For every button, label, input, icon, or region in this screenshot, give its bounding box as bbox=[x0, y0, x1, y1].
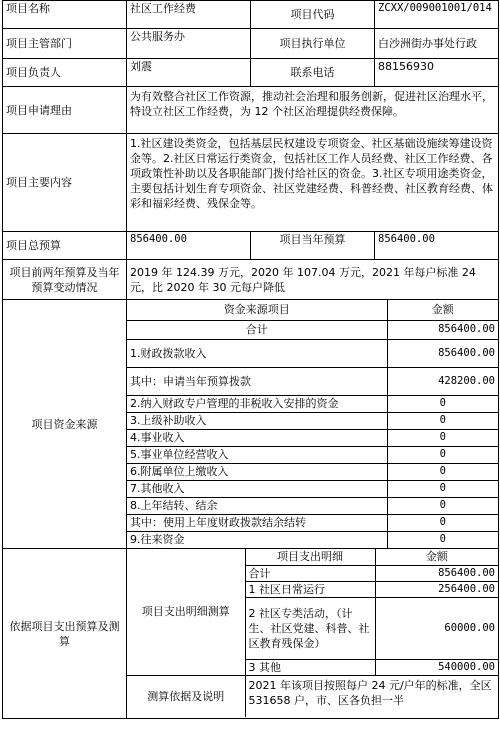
expense-row-amount: 540000.00 bbox=[375, 659, 498, 675]
dept-label: 项目主管部门 bbox=[3, 29, 127, 59]
exec-value: 白沙洲街办事处行政 bbox=[375, 29, 499, 59]
content-value: 1.社区建设类资金，包括基层民权建设专项资金、社区基础设施续筹建设资金等。2.社区日常运行类资金，包括社区工作人员经费、社区工作经费、各项政策性补助以及各职能部门拨付给社区的资金。3.社区专项用途类资金，主要包括计划生育专项资金、社区党建经费、科普经费、社区教育经费、体彩和福彩经费、残保金等。 bbox=[127, 134, 499, 232]
funds-row-amount: 0 bbox=[387, 480, 498, 497]
code-value: ZCXX/009001001/014 bbox=[375, 1, 499, 29]
expense-table bbox=[127, 549, 498, 717]
funds-row-name: 3.上级补助收入 bbox=[127, 412, 387, 429]
funds-row-name: 1.财政拨款收入 bbox=[127, 339, 387, 367]
expense-label: 依据项目支出预算及测算 bbox=[3, 549, 127, 719]
expense-col-amount: 金额 bbox=[375, 549, 498, 565]
dept-value: 公共服务办 bbox=[127, 29, 251, 59]
funds-row-amount: 856400.00 bbox=[387, 320, 498, 339]
code-label: 项目代码 bbox=[251, 1, 375, 29]
funds-row-amount: 428200.00 bbox=[387, 367, 498, 395]
funds-row-name: 6.附属单位上缴收入 bbox=[127, 463, 387, 480]
expense-row-amount: 256400.00 bbox=[375, 581, 498, 597]
funds-row-name: 4.事业收入 bbox=[127, 429, 387, 446]
total-budget-value: 856400.00 bbox=[127, 232, 251, 260]
funds-row-amount: 0 bbox=[387, 395, 498, 412]
total-budget-label: 项目总预算 bbox=[3, 232, 127, 260]
basis-label: 测算依据及说明 bbox=[127, 675, 245, 717]
prev-budget-value: 2019 年 124.39 万元，2020 年 107.04 万元，2021 年每户标准 24 元，比 2020 年 30 元每户降低 bbox=[127, 260, 499, 300]
funds-row-name: 合计 bbox=[127, 320, 387, 339]
content-label: 项目主要内容 bbox=[3, 134, 127, 232]
funds-row-amount: 0 bbox=[387, 412, 498, 429]
funds-col-source: 资金来源项目 bbox=[127, 300, 387, 320]
name-label: 项目名称 bbox=[3, 1, 127, 29]
funds-row-amount: 0 bbox=[387, 463, 498, 480]
funds-row-amount: 0 bbox=[387, 497, 498, 514]
funds-row-name: 2.纳入财政专户管理的非税收入安排的资金 bbox=[127, 395, 387, 412]
expense-row-amount: 60000.00 bbox=[375, 597, 498, 659]
funds-col-amount: 金额 bbox=[387, 300, 498, 320]
funds-row-name: 5.事业单位经营收入 bbox=[127, 446, 387, 463]
funds-label: 项目资金来源 bbox=[3, 300, 127, 549]
year-budget-value: 856400.00 bbox=[375, 232, 499, 260]
funds-row-amount: 0 bbox=[387, 514, 498, 531]
expense-row-name: 合计 bbox=[245, 565, 375, 581]
owner-label: 项目负责人 bbox=[3, 59, 127, 87]
funds-row-name: 8.上年结转、结余 bbox=[127, 497, 387, 514]
funds-row-amount: 0 bbox=[387, 446, 498, 463]
funds-row-name: 7.其他收入 bbox=[127, 480, 387, 497]
expense-col-detail: 项目支出明细 bbox=[245, 549, 375, 565]
expense-detail-label: 项目支出明细测算 bbox=[127, 549, 245, 675]
funds-table bbox=[127, 300, 498, 548]
name-value: 社区工作经费 bbox=[127, 1, 251, 29]
expense-row-amount: 856400.00 bbox=[375, 565, 498, 581]
exec-label: 项目执行单位 bbox=[251, 29, 375, 59]
funds-row-amount: 0 bbox=[439, 533, 446, 546]
prev-budget-label: 项目前两年预算及当年预算变动情况 bbox=[3, 260, 127, 300]
reason-value: 为有效整合社区工作资源，推动社会治理和服务创新，促进社区治理水平，特设立社区工作经费，为 12 个社区治理提供经费保障。 bbox=[127, 87, 499, 134]
funds-row-amount: 0 bbox=[387, 429, 498, 446]
funds-row-name: 其中：申请当年预算拨款 bbox=[127, 367, 387, 395]
phone-value: 88156930 bbox=[375, 59, 499, 87]
reason-label: 项目申请理由 bbox=[3, 87, 127, 134]
funds-row-name: 9.往来资金 bbox=[127, 531, 387, 548]
owner-value: 刘震 bbox=[127, 59, 251, 87]
phone-label: 联系电话 bbox=[251, 59, 375, 87]
funds-row-name: 其中：使用上年度财政拨款结余结转 bbox=[127, 514, 387, 531]
expense-row-name: 1 社区日常运行 bbox=[245, 581, 375, 597]
expense-row-name: 2 社区专类活动，（计生、社区党建、科普、社区教育残保金） bbox=[245, 597, 375, 659]
year-budget-label: 项目当年预算 bbox=[251, 232, 375, 260]
budget-table bbox=[2, 0, 499, 719]
funds-row-amount: 856400.00 bbox=[387, 339, 498, 367]
expense-row-name: 3 其他 bbox=[245, 659, 375, 675]
basis-value: 2021 年该项目按照每户 24 元/户年的标准，全区 531658 户，市、区各负担一半 bbox=[248, 678, 492, 707]
